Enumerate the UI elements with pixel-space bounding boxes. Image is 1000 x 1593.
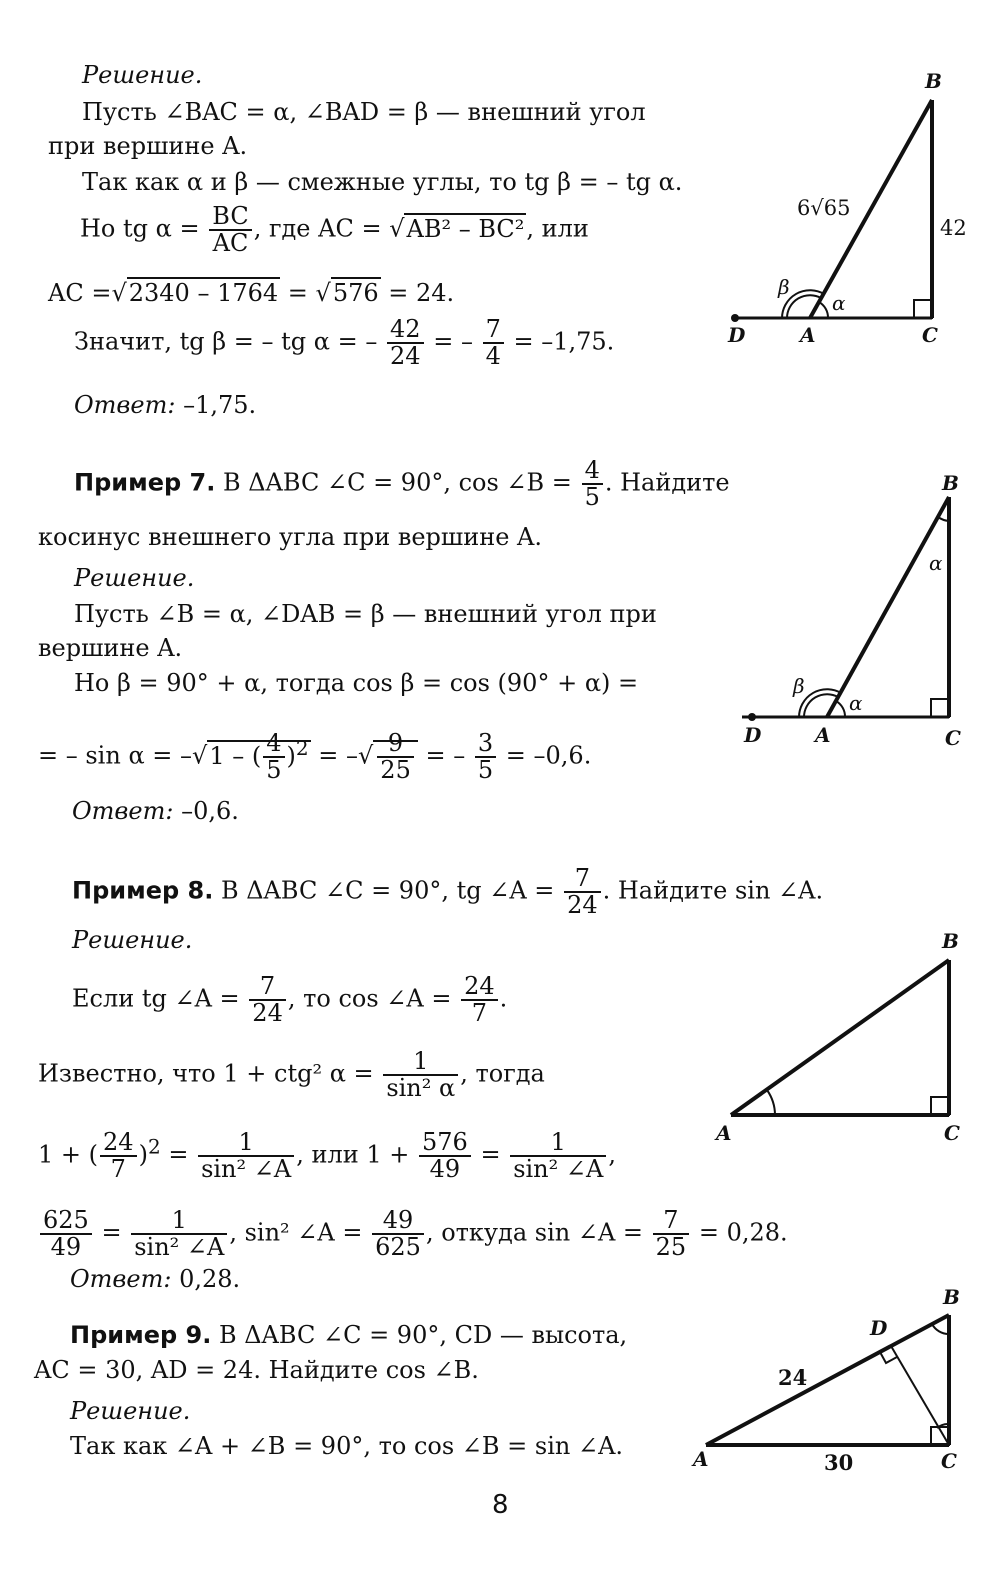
radicand: 2340 – 1764 [128,279,279,307]
solution-label: Решение. [72,926,193,954]
formula-text: AC = [48,279,112,307]
label-hypotenuse: 6√65 [797,196,851,220]
label-d: D [728,323,746,347]
label-beta: β [793,674,805,698]
answer-label: Ответ: [74,391,176,419]
formula-text: = 0,28. [691,1218,788,1247]
label-ad: 24 [778,1365,808,1390]
numerator: 24 [100,1130,137,1157]
answer-value: 0,28. [179,1265,241,1293]
formula-text: = [480,1140,501,1169]
label-b: B [943,1285,960,1309]
exponent: 2 [295,735,309,760]
numerator: 7 [249,974,286,1001]
text-line: Но β = 90° + α, тогда cos β = cos (90° + α) = [74,669,639,697]
numerator: 49 [372,1208,424,1235]
formula-text: , [608,1140,616,1169]
label-c: C [944,1121,960,1145]
text-line: Так как α и β — смежные углы, то tg β = – tg α. [82,168,683,196]
text-line: Пусть ∠BAC = α, ∠BAD = β — внешний угол [82,98,646,126]
formula-text: , или [526,214,589,243]
formula-text: = – [433,327,473,356]
numerator: 625 [40,1208,92,1235]
denominator: AC [212,229,249,258]
formula-text: В ΔABC ∠C = 90°, tg ∠A = [213,876,555,905]
formula-text: = – [425,741,466,770]
numerator: 576 [419,1130,471,1157]
label-a: A [815,723,831,747]
side-ab [706,1315,949,1445]
label-b: B [942,929,959,953]
denominator: 25 [655,1233,687,1262]
formula-text: = [168,1140,189,1169]
formula-text: . Найдите sin ∠A. [602,876,824,905]
radicand: 576 [332,279,379,307]
denominator: 49 [429,1155,461,1184]
denominator: 7 [471,999,488,1028]
example-title: Пример 8. [72,876,214,905]
label-alpha: α [832,291,846,315]
label-a: A [693,1447,709,1471]
formula-text: Но tg α = [80,214,200,243]
label-d: D [870,1316,888,1340]
formula-text: В ΔABC ∠C = 90°, cos ∠B = [215,468,572,497]
denominator: 4 [485,342,501,371]
formula-text: , где AC = [253,214,382,243]
formula-text: = – [310,741,358,770]
denominator: 7 [110,1155,126,1184]
formula-text: Значит, tg β = – tg α = – [74,327,378,356]
text-line: Пусть ∠B = α, ∠DAB = β — внешний угол при [74,600,657,628]
solution-label: Решение. [82,61,203,89]
label-alpha-b: α [929,551,943,575]
formula-text: , то cos ∠A = [287,984,452,1013]
altitude-cd [891,1346,949,1445]
denominator: 24 [567,891,598,920]
text-line: при вершине A. [48,132,248,160]
solution-label: Решение. [70,1397,191,1425]
formula-line: Но tg α = $\frac{BC}{AC}$ , где AC = √AB² – BC², или [80,202,589,258]
formula-text: , тогда [460,1059,545,1088]
angle-arc-b [932,1324,949,1334]
label-a: A [716,1121,732,1145]
denominator: 24 [252,999,283,1028]
denominator: sin² ∠A [201,1155,292,1184]
example-title: Пример 7. [74,468,216,497]
formula-text: Если tg ∠A = [72,984,240,1013]
label-alpha-a: α [849,691,863,715]
label-ac: 30 [824,1450,854,1475]
denominator: sin² ∠A [513,1155,604,1184]
formula-line: 1 + ( $\frac{24}{7}$ )$^2$ = $\frac{1}{\text{sin² ∠A}}$ , или 1 + $\frac{576}{49}$ = $\frac{1}{\text{sin² ∠A}}$ , [38,1128,616,1184]
numerator: BC [209,204,251,231]
answer-label: Ответ: [70,1265,172,1293]
example-title: Пример 9. [70,1321,212,1349]
formula-text: = 24. [380,279,455,307]
formula-text: = [101,1218,122,1247]
numerator: 7 [483,317,504,344]
formula-text: = –0,6. [498,741,592,770]
numerator: 4 [263,731,284,758]
numerator: 7 [564,866,601,893]
denominator: 5 [266,756,282,785]
label-c: C [941,1449,957,1473]
answer-value: –0,6. [181,797,239,825]
formula-line: AC =√2340 – 1764 = √576 = 24. [48,279,455,307]
solution-label: Решение. [74,564,195,592]
text-line: вершине A. [38,634,183,662]
denominator: sin² α [386,1074,456,1103]
numerator: 1 [198,1130,294,1157]
label-d: D [744,723,762,747]
exponent: 2 [147,1134,161,1159]
numerator: 1 [131,1208,227,1235]
page-number: 8 [492,1490,509,1520]
formula-text: . [499,984,508,1013]
denominator: 24 [390,342,421,371]
label-c: C [922,323,938,347]
formula-text: = [280,279,308,307]
numerator: 9 [377,731,414,758]
answer-label: Ответ: [72,797,174,825]
numerator: 4 [582,458,603,485]
formula-text: В ΔABC ∠C = 90°, CD — высота, [211,1321,628,1349]
label-a: A [800,323,816,347]
label-c: C [945,726,961,750]
formula-text: Известно, что 1 + ctg² α = [38,1059,374,1088]
label-b: B [942,471,959,495]
formula-text: , sin² ∠A = [229,1218,363,1247]
formula-text: . Найдите [604,468,730,497]
denominator: 25 [380,756,411,785]
formula-text: = – sin α = – [38,741,193,770]
denominator: 49 [50,1233,82,1262]
denominator: 5 [477,756,494,785]
formula-text: , откуда sin ∠A = [425,1218,644,1247]
formula-line: = – sin α = –√1 – ( $\frac{4}{5}$ )$^2$ = –√ $\frac{9}{25}$ = – $\frac{3}{5}$ = –0,6. [38,729,592,785]
answer-value: –1,75. [183,391,257,419]
numerator: 3 [475,731,496,758]
numerator: 7 [653,1208,690,1235]
numerator: 1 [510,1130,606,1157]
denominator: sin² ∠A [134,1233,225,1262]
numerator: 24 [461,974,498,1001]
label-b: B [925,69,942,93]
formula-text: 1 + [38,1140,82,1169]
label-beta: β [778,275,790,299]
numerator: 42 [387,317,424,344]
formula-text: = –1,75. [505,327,615,356]
denominator: 625 [375,1233,421,1262]
text-line: Так как ∠A + ∠B = 90°, то cos ∠B = sin ∠A. [70,1432,624,1460]
text-line: косинус внешнего угла при вершине A. [38,523,542,551]
numerator: 1 [383,1049,458,1076]
radicand: AB² – BC² [406,214,525,243]
label-side-bc: 42 [940,216,967,240]
radicand: 1 – ( $\frac{4}{5}$ )$^2$ [209,729,309,785]
text-line: AC = 30, AD = 24. Найдите cos ∠B. [34,1356,479,1384]
denominator: 5 [584,483,600,512]
formula-text: , или 1 + [296,1140,410,1169]
formula-text: 1 – [209,741,252,770]
